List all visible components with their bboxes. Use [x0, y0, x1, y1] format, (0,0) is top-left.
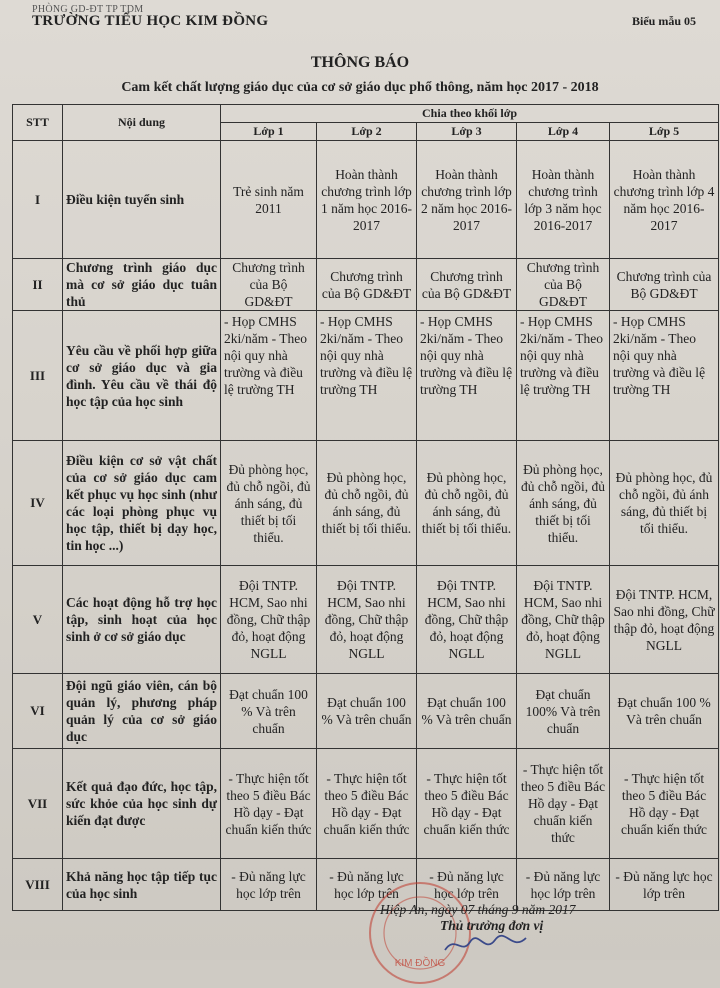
- grade-cell: Đội TNTP. HCM, Sao nhi đồng, Chữ thập đỏ, hoạt động NGLL: [317, 566, 417, 674]
- table-row: [13, 566, 719, 674]
- row-stt: VI: [13, 674, 63, 749]
- grade-cell: - Đủ năng lực học lớp trên: [517, 859, 610, 911]
- grade-cell: Chương trình của Bộ GD&ĐT: [610, 259, 719, 311]
- grade-cell: - Thực hiện tốt theo 5 điều Bác Hồ dạy - Đạt chuẩn kiến thức: [221, 749, 317, 859]
- table-row: [13, 311, 719, 441]
- grade-cell: - Đủ năng lực học lớp trên: [221, 859, 317, 911]
- row-content: Đội ngũ giáo viên, cán bộ quản lý, phương pháp quản lý của cơ sở giáo dục: [63, 674, 221, 749]
- grade-cell: Hoàn thành chương trình lớp 2 năm học 2016-2017: [417, 141, 517, 259]
- row-stt: VII: [13, 749, 63, 859]
- grade-cell: - Họp CMHS 2ki/năm - Theo nội quy nhà trường và điều lệ trường TH: [221, 311, 317, 441]
- grade-cell: - Thực hiện tốt theo 5 điều Bác Hồ dạy - Đạt chuẩn kiến thức: [317, 749, 417, 859]
- grade-header: Lớp 4: [517, 123, 610, 141]
- grade-cell: Đạt chuẩn 100 % Và trên chuẩn: [317, 674, 417, 749]
- grade-cell: Hoàn thành chương trình lớp 3 năm học 2016-2017: [517, 141, 610, 259]
- grade-cell: Đủ phòng học, đủ chỗ ngồi, đủ ánh sáng, đủ thiết bị tối thiểu.: [610, 441, 719, 566]
- table-row: [13, 749, 719, 859]
- grade-cell: - Họp CMHS 2ki/năm - Theo nội quy nhà trường và điều lệ trường TH: [610, 311, 719, 441]
- form-number: Biểu mẫu 05: [631, 14, 696, 28]
- table-row: [13, 141, 719, 259]
- row-content: Các hoạt động hỗ trợ học tập, sinh hoạt của học sinh ở cơ sở giáo dục: [63, 566, 221, 674]
- place-date: Hiệp An, ngày 07 tháng 9 năm 2017: [380, 902, 576, 917]
- row-content: Kết quả đạo đức, học tập, sức khỏe của học sinh dự kiến đạt được: [63, 749, 221, 859]
- row-content: Khả năng học tập tiếp tục của học sinh: [63, 859, 221, 911]
- grade-cell: Đủ phòng học, đủ chỗ ngồi, đủ ánh sáng, đủ thiết bị tối thiểu.: [417, 441, 517, 566]
- row-stt: VIII: [13, 859, 63, 911]
- header-content: Nội dung: [63, 105, 221, 141]
- grade-cell: Chương trình của Bộ GD&ĐT: [317, 259, 417, 311]
- grade-cell: Đủ phòng học, đủ chỗ ngồi, đủ ánh sáng, đủ thiết bị tối thiểu.: [317, 441, 417, 566]
- grade-cell: Đội TNTP. HCM, Sao nhi đồng, Chữ thập đỏ, hoạt động NGLL: [417, 566, 517, 674]
- grade-cell: Đội TNTP. HCM, Sao nhi đồng, Chữ thập đỏ, hoạt động NGLL: [221, 566, 317, 674]
- grade-cell: Chương trình của Bộ GD&ĐT: [517, 259, 610, 311]
- school-name: TRƯỜNG TIỂU HỌC KIM ĐỒNG: [32, 13, 269, 29]
- stamp-text: KIM ĐỒNG: [394, 958, 446, 969]
- table-row: [13, 441, 719, 566]
- commitment-table: [12, 104, 719, 911]
- grade-cell: - Thực hiện tốt theo 5 điều Bác Hồ dạy - Đạt chuẩn kiến thức: [610, 749, 719, 859]
- row-content: Chương trình giáo dục mà cơ sở giáo dục tuân thủ: [63, 259, 221, 311]
- grade-header: Lớp 3: [417, 123, 517, 141]
- grade-cell: Đạt chuẩn 100 % Và trên chuẩn: [417, 674, 517, 749]
- grade-cell: Đạt chuẩn 100 % Và trên chuẩn: [610, 674, 719, 749]
- grade-cell: - Họp CMHS 2ki/năm - Theo nội quy nhà trường và điều lệ trường TH: [317, 311, 417, 441]
- row-stt: II: [13, 259, 63, 311]
- row-stt: III: [13, 311, 63, 441]
- grade-cell: - Đủ năng lực học lớp trên: [417, 859, 517, 911]
- header-stt: STT: [13, 105, 63, 141]
- row-stt: IV: [13, 441, 63, 566]
- grade-cell: - Đủ năng lực học lớp trên: [317, 859, 417, 911]
- grade-cell: - Thực hiện tốt theo 5 điều Bác Hồ dạy - Đạt chuẩn kiến thức: [517, 749, 610, 859]
- grade-cell: Đội TNTP. HCM, Sao nhi đồng, Chữ thập đỏ, hoạt động NGLL: [610, 566, 719, 674]
- grade-cell: Chương trình của Bộ GD&ĐT: [221, 259, 317, 311]
- table-row: [13, 674, 719, 749]
- grade-header: Lớp 5: [610, 123, 719, 141]
- grade-cell: Chương trình của Bộ GD&ĐT: [417, 259, 517, 311]
- grade-cell: - Họp CMHS 2ki/năm - Theo nội quy nhà trường và điều lệ trường TH: [417, 311, 517, 441]
- grade-cell: Hoàn thành chương trình lớp 1 năm học 2016-2017: [317, 141, 417, 259]
- grade-cell: - Đủ năng lực học lớp trên: [610, 859, 719, 911]
- grade-cell: Đội TNTP. HCM, Sao nhi đồng, Chữ thập đỏ, hoạt động NGLL: [517, 566, 610, 674]
- row-content: Điều kiện cơ sở vật chất của cơ sở giáo dục cam kết phục vụ học sinh (như các loại phòng phục vụ học tập, thiết bị dạy học, tin học ...): [63, 441, 221, 566]
- doc-title: THÔNG BÁO: [310, 54, 410, 71]
- school-header: [32, 4, 268, 30]
- table-row: [13, 259, 719, 311]
- row-content: Điều kiện tuyển sinh: [63, 141, 221, 259]
- signer-title: Thủ trưởng đơn vị: [440, 918, 544, 933]
- grade-cell: Đạt chuẩn 100 % Và trên chuẩn: [221, 674, 317, 749]
- grade-cell: Trẻ sinh năm 2011: [221, 141, 317, 259]
- grade-cell: Hoàn thành chương trình lớp 4 năm học 2016-2017: [610, 141, 719, 259]
- signature-icon: [440, 930, 530, 958]
- header-grade-group: Chia theo khối lớp: [221, 105, 719, 123]
- grade-cell: - Họp CMHS 2ki/năm - Theo nội quy nhà trường và điều lệ trường TH: [517, 311, 610, 441]
- grade-header: Lớp 1: [221, 123, 317, 141]
- row-stt: V: [13, 566, 63, 674]
- grade-cell: Đủ phòng học, đủ chỗ ngồi, đủ ánh sáng, đủ thiết bị tối thiểu.: [221, 441, 317, 566]
- grade-header: Lớp 2: [317, 123, 417, 141]
- doc-subtitle: Cam kết chất lượng giáo dục của cơ sở giáo dục phổ thông, năm học 2017 - 2018: [121, 80, 599, 95]
- row-content: Yêu cầu về phối hợp giữa cơ sở giáo dục và gia đình. Yêu cầu về thái độ học tập của học sinh: [63, 311, 221, 441]
- org-name: PHÒNG GD-ĐT TP TDM: [32, 4, 144, 15]
- grade-cell: Đủ phòng học, đủ chỗ ngồi, đủ ánh sáng, đủ thiết bị tối thiểu.: [517, 441, 610, 566]
- grade-cell: Đạt chuẩn 100% Và trên chuẩn: [517, 674, 610, 749]
- row-stt: I: [13, 141, 63, 259]
- grade-cell: - Thực hiện tốt theo 5 điều Bác Hồ dạy - Đạt chuẩn kiến thức: [417, 749, 517, 859]
